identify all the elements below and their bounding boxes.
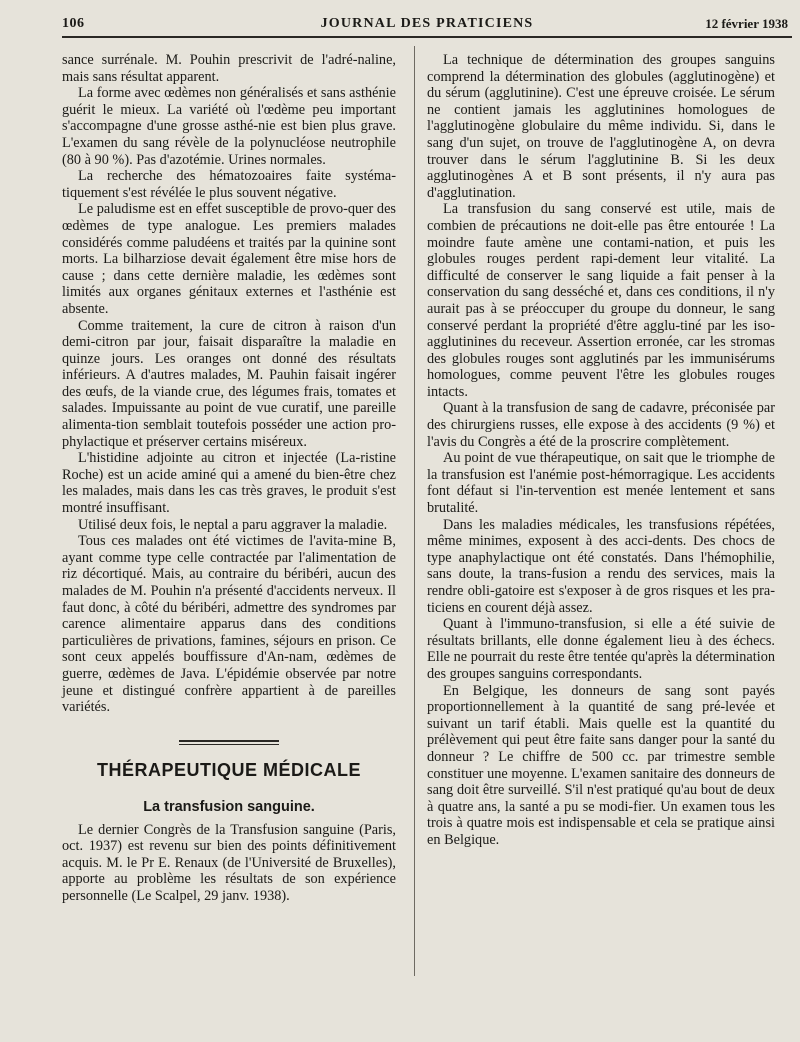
column-divider (414, 46, 415, 976)
paragraph: Tous ces malades ont été victimes de l'avita-mine B, ayant comme type celle contractée par l'alimentation de riz décortiqué. Mais, au contraire du béribéri, aucun des malades de M. Pouhin n'a présenté d'accidents nerveux. Il faut donc, à côté du béribéri, admettre des syndromes par carence alimentaire apparus dans des conditions particulières de privations, famines, séjours en prison. Ce sont ceux appelés bouffissure d'An-nam, œdèmes de guerre, œdèmes de Java. L'épidémie observée par notre jeune et distingué confrère appartient à de pareilles variétés. (62, 533, 396, 716)
paragraph: La technique de détermination des groupes sanguins comprend la détermination des globules (agglutinogène) et du sérum (agglutinine). C'est une épreuve croisée. Le sérum ne contient jamais les agglutinines homologues de l'agglutinogène globulaire du même individu. Si, dans le sang d'un sujet, on trouve de l'agglutinogène A, on devra trouver dans le sérum l'agglutinine B. Si les deux agglutinogènes A et B sont présents, il n'y aura pas d'agglutination. (427, 52, 775, 201)
paragraph: sance surrénale. M. Pouhin prescrivit de l'adré-naline, mais sans résultat apparent. (62, 52, 396, 85)
paragraph: La forme avec œdèmes non généralisés et sans asthénie guérit le mieux. La variété où l'œdème peu important s'accompagne d'une grosse asthé-nie est bien plus grave. L'examen du sang révèle de la polynucléose neutrophile (80 à 90 %). Pas d'azotémie. Urines normales. (62, 85, 396, 168)
paragraph: Comme traitement, la cure de citron à raison d'un demi-citron par jour, faisait disparaître la maladie en quinze jours. Les oranges ont donné des résultats inférieurs. A d'autres malades, M. Pauhin faisait ingérer des œufs, de la viande crue, des légumes frais, tomates et salades. Impuissante au point de vue curatif, une pareille alimenta-tion semblait toutefois posséder une action pro-phylactique et préserver certains miséreux. (62, 317, 396, 450)
paragraph: Le dernier Congrès de la Transfusion sanguine (Paris, oct. 1937) est revenu sur bien des points définitivement acquis. M. le Pr E. Renaux (de l'Université de Bruxelles), apporte au problème les résultats de son expérience personnelle (Le Scalpel, 29 janv. 1938). (62, 821, 396, 904)
issue-date: 12 février 1938 (705, 16, 788, 31)
journal-title: JOURNAL DES PRATICIENS (320, 16, 534, 31)
running-header (62, 14, 792, 38)
paragraph: Dans les maladies médicales, les transfusions répétées, même minimes, exposent à des acci-dents. Des chocs de type anaphylactique ont été constatés. Dans l'hémophilie, sans doute, la trans-fusion a rendu des services, mais la rendre obli-gatoire est s'exposer à de gros risques et les pra-ticiens en courent déjà assez. (427, 516, 775, 616)
section-ornament (62, 734, 396, 751)
section-heading: THÉRAPEUTIQUE MÉDICALE (96, 760, 361, 781)
paragraph: Quant à l'immuno-transfusion, si elle a été suivie de résultats brillants, elle donne également lieu à des échecs. Elle ne pourrait du reste être tentée qu'après la détermination des groupes sanguins correspondants. (427, 616, 775, 682)
right-column (427, 52, 775, 849)
paragraph: Utilisé deux fois, le neptal a paru aggraver la maladie. (78, 516, 388, 533)
paragraph: Le paludisme est en effet susceptible de provo-quer des œdèmes de type analogue. Les premiers malades considérés comme paludéens et traités par la quinine sont morts. La bilharziose devait également être mise hors de cause ; dans cette dernière maladie, les œdèmes sont limités aux organes génitaux externes et l'asthénie est absente. (62, 201, 396, 317)
page-number: 106 (62, 16, 85, 31)
article-heading: La transfusion sanguine. (143, 798, 315, 815)
paragraph: En Belgique, les donneurs de sang sont payés proportionnellement à la quantité de sang pré-levée et suivant un tarif établi. Mais quelle est la quantité du prélèvement qui peut être faite sans danger pour la santé du donneur ? Le chiffre de 500 cc. par trimestre semble constituer une moyenne. L'examen sanitaire des donneurs de sang doit être surveillé. S'il n'est pratiqué qu'au bout de deux à quatre ans, la santé a pu se modi-fier. Un examen tous les trois à quatre mois est indispensable et cela se pratique ainsi en Belgique. (427, 682, 775, 848)
paragraph: L'histidine adjointe au citron et injectée (La-ristine Roche) est un acide aminé qui a amené du bien-être chez les malades, mais dans les cas très graves, le produit s'est montré insuffisant. (62, 450, 396, 517)
paragraph: Quant à la transfusion de sang de cadavre, préconisée par des chirurgiens russes, elle expose à des accidents (9 %) et l'avis du Congrès a été de la proscrire complètement. (427, 400, 775, 450)
left-column (62, 52, 396, 905)
paragraph: La transfusion du sang conservé est utile, mais de combien de précautions ne doit-elle pas être entourée ! La moindre faute amène une contami-nation, et puis les globules rouges perdent rapi-dement leur vitalité. La difficulté de conserver le sang liquide a fait penser à la conservation du sang desséché et, dans ces conditions, il n'y aurait pas à se préoccuper du groupe du donneur, le sang conservé perdant la propriété d'être agglu-tiné par les iso-agglutinines du receveur. Assertion erronée, car les stromas des globules rouges sont agglutinés par les immunisérums homologues, comme peuvent l'être les globules rouges intacts. (427, 201, 775, 400)
paragraph: Au point de vue thérapeutique, on sait que le triomphe de la transfusion est l'anémie post-hémorragique. Les accidents font défaut si l'in-tervention est menée lentement et sans brutalité. (427, 450, 775, 517)
paragraph: La recherche des hématozoaires faite systéma-tiquement s'est révélée le plus souvent négative. (62, 168, 396, 201)
